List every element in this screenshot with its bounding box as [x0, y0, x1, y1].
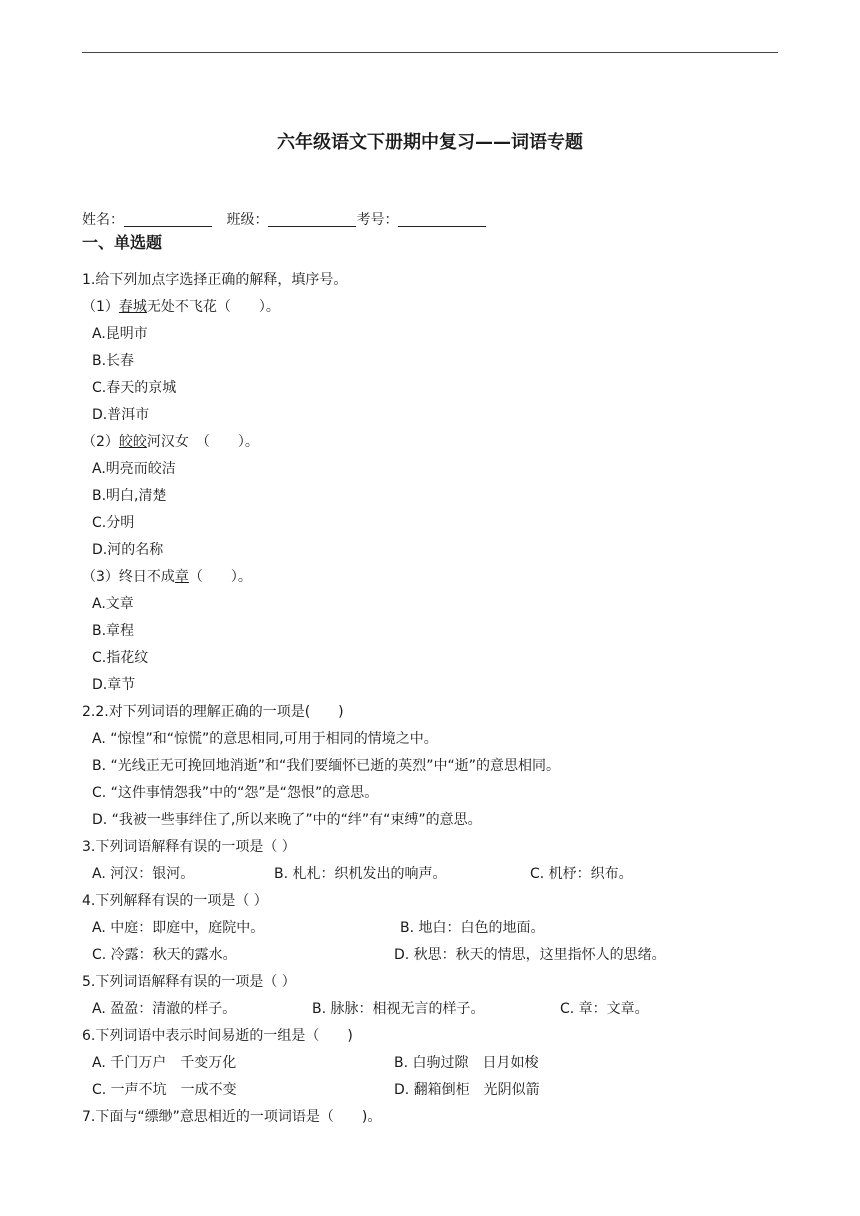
q1-s3-option-b: B.章程: [92, 623, 135, 639]
q1-s3-option-c: C.指花纹: [92, 650, 149, 666]
q2-option-b: B. “光线正无可挽回地消逝”和“我们要缅怀已逝的英烈”中“逝”的意思相同。: [92, 758, 561, 774]
sub-prefix: （3）终日不成: [82, 569, 175, 585]
q6-option-d: D. 翻箱倒柜 光阴似箭: [394, 1082, 540, 1098]
q5-option-c: C. 章：文章。: [560, 1001, 649, 1017]
q1-s1-option-c: C.春天的京城: [92, 380, 177, 396]
page-title: 六年级语文下册期中复习——词语专题: [277, 132, 583, 153]
number-blank[interactable]: [398, 210, 486, 227]
q4-option-c: C. 冷露：秋天的露水。: [92, 947, 237, 963]
section-heading: 一、单选题: [82, 233, 163, 252]
q2-stem: 2.2.对下列词语的理解正确的一项是( ): [82, 704, 344, 720]
q2-option-d: D. “我被一些事绊住了,所以来晚了”中的“绊”有“束缚”的意思。: [92, 812, 482, 828]
header-rule: [82, 52, 778, 53]
marked-word: 章: [174, 569, 189, 585]
q1-s2-option-a: A.明亮而皎洁: [92, 461, 176, 477]
q3-option-c: C. 机杼：织布。: [530, 866, 633, 882]
q2-option-c: C. “这件事情怨我”中的“怨”是“怨恨”的意思。: [92, 785, 379, 801]
q1-s1-option-b: B.长春: [92, 353, 135, 369]
name-label: 姓名：: [82, 212, 124, 228]
marked-word: 春城: [118, 299, 147, 315]
q1-s2-option-b: B.明白,清楚: [92, 488, 167, 504]
q6-option-b: B. 白驹过隙 日月如梭: [394, 1055, 539, 1071]
name-blank[interactable]: [124, 210, 212, 227]
q3-stem: 3.下列词语解释有误的一项是（ ）: [82, 839, 296, 855]
q1-sub1: [82, 298, 280, 316]
q1-s3-option-d: D.章节: [92, 677, 136, 693]
sub-prefix: （2）: [82, 434, 119, 450]
q7-stem: 7.下面与“缥缈”意思相近的一项词语是（ )。: [82, 1109, 382, 1125]
q4-option-a: A. 中庭：即庭中，庭院中。: [92, 920, 265, 936]
sub-rest: （ ）。: [188, 569, 252, 585]
q6-option-a: A. 千门万户 千变万化: [92, 1055, 237, 1071]
number-label: 考号：: [356, 212, 399, 228]
q4-option-d: D. 秋思：秋天的情思，这里指怀人的思绪。: [394, 947, 666, 963]
q1-s1-option-a: A.昆明市: [92, 326, 148, 342]
q2-option-a: A. “惊惶”和“惊慌”的意思相同,可用于相同的情境之中。: [92, 731, 438, 747]
sub-prefix: （1）: [82, 299, 119, 315]
q1-stem: 1.给下列加点字选择正确的解释，填序号。: [82, 272, 348, 288]
q3-option-a: A. 河汉：银河。: [92, 866, 195, 882]
class-blank[interactable]: [268, 210, 356, 227]
q1-s3-option-a: A.文章: [92, 596, 134, 612]
q5-option-a: A. 盈盈：清澈的样子。: [92, 1001, 237, 1017]
sub-rest: 河汉女 （ ）。: [146, 434, 259, 450]
q1-s2-option-d: D.河的名称: [92, 542, 164, 558]
q6-option-c: C. 一声不坑 一成不变: [92, 1082, 237, 1098]
class-label: 班级：: [226, 212, 269, 228]
q1-s1-option-d: D.普洱市: [92, 407, 150, 423]
marked-word: 皎皎: [118, 434, 147, 450]
q5-stem: 5.下列词语解释有误的一项是（ ）: [82, 974, 296, 990]
sub-rest: 无处不飞花（ ）。: [146, 299, 280, 315]
q5-option-b: B. 脉脉：相视无言的样子。: [312, 1001, 485, 1017]
q4-option-b: B. 地白：白色的地面。: [400, 920, 545, 936]
q6-stem: 6.下列词语中表示时间易逝的一组是（ ): [82, 1028, 353, 1044]
q4-stem: 4.下列解释有误的一项是（ ）: [82, 893, 268, 909]
q3-option-b: B. 札札：织机发出的响声。: [274, 866, 447, 882]
student-info-line: [82, 210, 486, 229]
q1-s2-option-c: C.分明: [92, 515, 135, 531]
q1-sub3: [82, 568, 252, 586]
q1-sub2: [82, 433, 259, 451]
